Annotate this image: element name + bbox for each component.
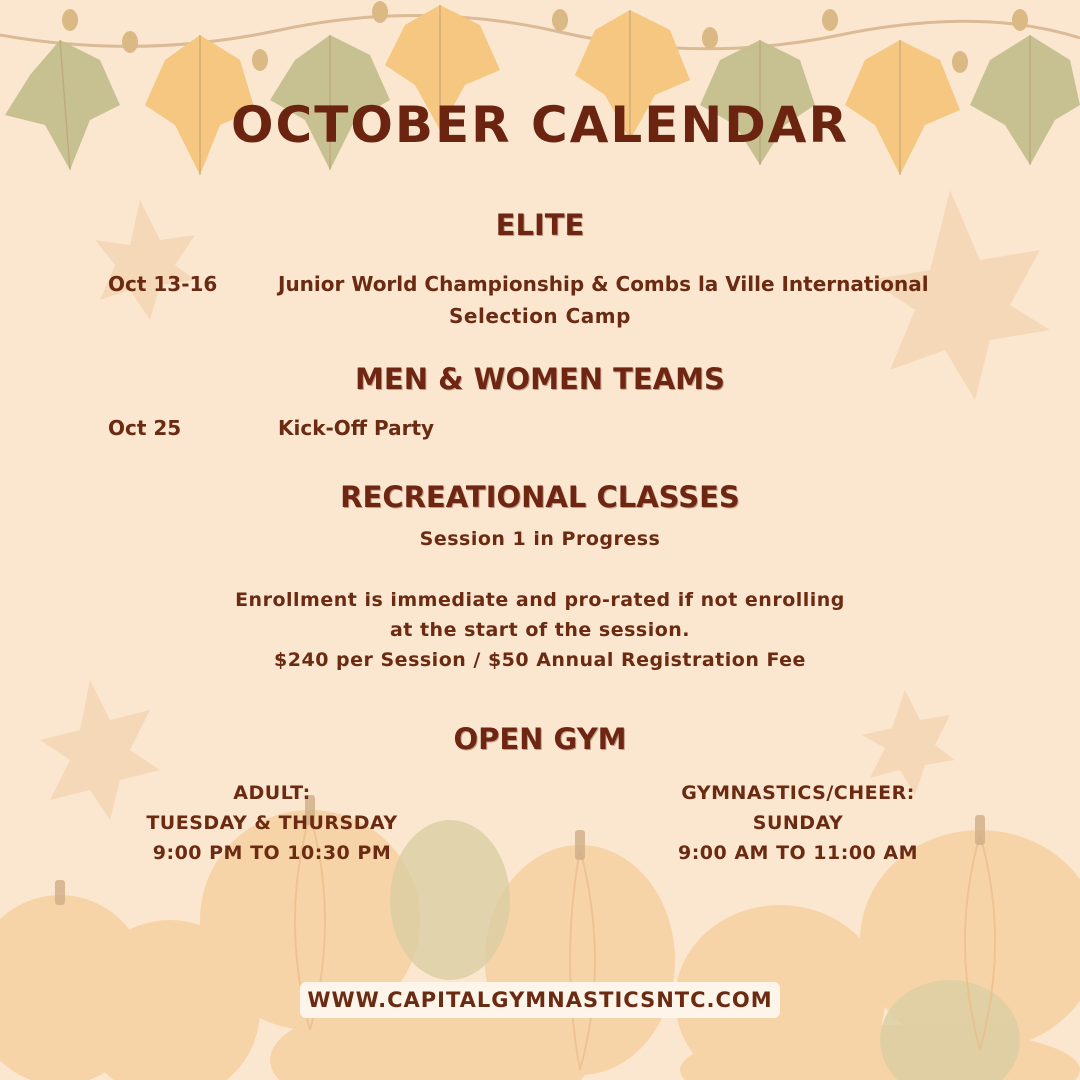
adult-time: 9:00 PM TO 10:30 PM [152,842,392,864]
teams-heading: MEN & WOMEN TEAMS [355,362,725,396]
teams-event: Kick-Off Party [278,416,435,440]
recreational-status: Session 1 in Progress [419,528,661,550]
open-gym-heading: OPEN GYM [453,722,627,756]
website-link[interactable]: WWW.CAPITALGYMNASTICSNTC.COM [300,982,780,1018]
recreational-heading: RECREATIONAL CLASSES [340,480,740,514]
page-title: OCTOBER CALENDAR [231,96,849,154]
gym-cheer-days: SUNDAY [752,812,844,834]
recreational-enroll-line2: at the start of the session. [389,619,691,641]
recreational-enroll-line1: Enrollment is immediate and pro-rated if not enrolling [235,589,845,611]
teams-date: Oct 25 [108,416,182,440]
elite-event-line1: Junior World Championship & Combs la Ville International [278,272,929,296]
gym-cheer-label: GYMNASTICS/CHEER: [681,782,915,804]
gym-cheer-time: 9:00 AM TO 11:00 AM [677,842,919,864]
recreational-pricing: $240 per Session / $50 Annual Registration Fee [274,649,806,671]
elite-event-line2: Selection Camp [449,304,631,328]
elite-date: Oct 13-16 [108,272,218,296]
adult-label: ADULT: [233,782,311,804]
elite-heading: ELITE [495,208,585,242]
adult-days: TUESDAY & THURSDAY [146,812,398,834]
open-gym-adult [132,778,412,868]
open-gym-gymnastics-cheer [648,778,948,868]
